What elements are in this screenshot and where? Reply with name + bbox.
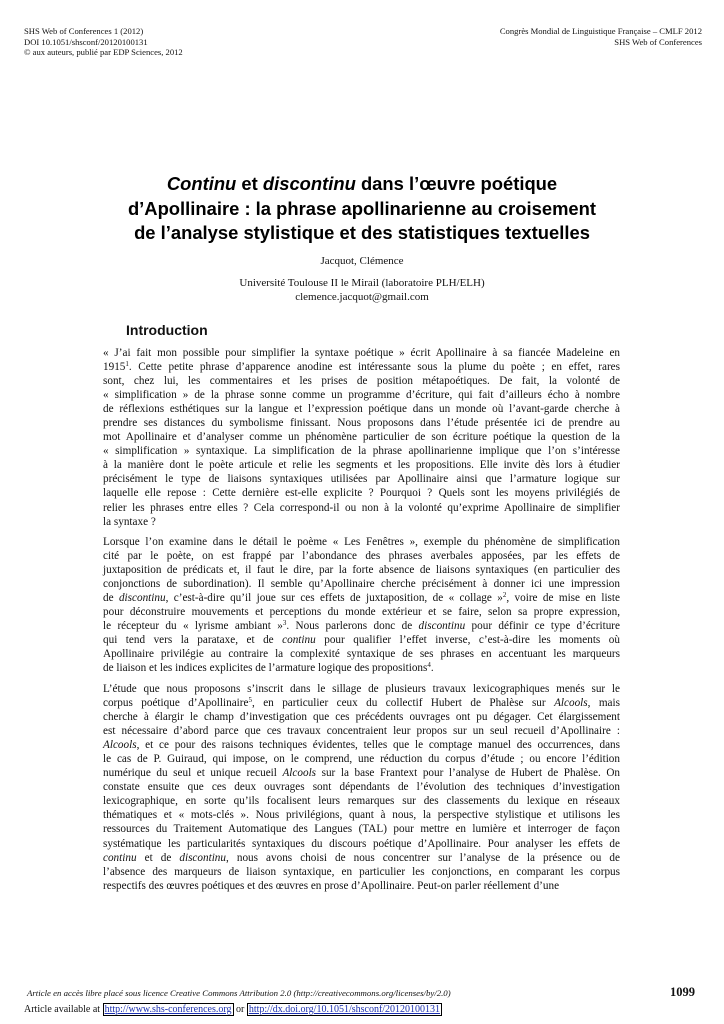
text-line: à la manière dont le poète articule et relie les segments et les propositions. Elle invite dès lors à étudier bbox=[103, 459, 620, 472]
text-line: la syntaxe ? bbox=[103, 515, 156, 528]
text-line: continu et de discontinu, nous avons choisi de nous concentrer sur l’analyse de la présence ou de bbox=[103, 851, 620, 864]
page-number: 1099 bbox=[670, 985, 695, 999]
text-line: relier les phrases entre elles ? Cela correspond-il ou non à la volonté qu’exprime Apollinaire de simplifier bbox=[103, 501, 620, 514]
text-line: « simplification » syntaxique. La simplification de la phrase apollinarienne implique que l’on s’intéresse bbox=[103, 445, 620, 458]
text-line: corpus poétique d’Apollinaire$^5$, en particulier ceux du collectif Hubert de Phalèse sur Alcools, mais bbox=[103, 696, 620, 710]
section-heading: Introduction bbox=[126, 322, 208, 338]
text-line: « J’ai fait mon possible pour simplifier la syntaxe poétique » écrit Apollinaire à sa fiancée Madeleine en bbox=[103, 347, 620, 359]
text-line: Apollinaire privilégie au contraire la complexité syntaxique de ses phrases en accentuant les marqueurs bbox=[103, 648, 620, 661]
paper-title bbox=[0, 172, 724, 246]
title-line-3: de l’analyse stylistique et des statistiques textuelles bbox=[134, 222, 590, 243]
text-line: de discontinu, c’est-à-dire qu’il joue sur ces effets de juxtaposition, de « collage »$^2$, voire de mise en liste bbox=[103, 591, 620, 605]
text-line: « simplification » de la phrase sonne comme un programme d’écriture, qui fait d’ailleurs écho à nombre bbox=[103, 389, 620, 402]
text-line: cité par le poète, on est frappé par l’abondance des phrases averbales apposées, par les effets de bbox=[103, 550, 620, 563]
doi-link[interactable]: http://dx.doi.org/10.1051/shsconf/20120100131 bbox=[248, 1004, 441, 1015]
availability-line: Article available at http://www.shs-conferences.org or http://dx.doi.org/10.1051/shsconf/20120100131 bbox=[24, 1004, 441, 1015]
shs-conferences-link[interactable]: http://www.shs-conferences.org bbox=[104, 1004, 232, 1015]
text-line: qui tend vers la parataxe, et de continu pour qualifier l’effet inverse, c’est-à-dire les moments où bbox=[103, 634, 620, 647]
author-name: Jacquot, Clémence bbox=[320, 255, 404, 267]
text-line: précisément le type de liaisons syntaxiques utilisées par Apollinaire ainsi que l’armature logique sur bbox=[103, 473, 620, 486]
text-line: conjonctions de subordination). Il semble qu’Apollinaire cherche précisément à donner ici une impression bbox=[103, 578, 620, 591]
doi-line: DOI 10.1051/shsconf/20120100131 bbox=[24, 36, 148, 47]
text-line: de liaison et les indices explicites de l’armature logique des propositions$^4$. bbox=[103, 661, 434, 675]
text-line: Lorsque l’on examine dans le détail le poème « Les Fenêtres », exemple du phénomène de simplification bbox=[103, 536, 620, 548]
conference-name: Congrès Mondial de Linguistique Française – CMLF 2012 bbox=[499, 26, 702, 36]
institution: Université Toulouse II le Mirail (laboratoire PLH/ELH) bbox=[239, 277, 485, 289]
journal-name: SHS Web of Conferences 1 (2012) bbox=[24, 26, 144, 36]
text-line: constate ensuite que ces deux ouvrages sont dépendants de l’évolution des techniques d’investigation bbox=[103, 781, 620, 794]
text-line: L’étude que nous proposons s’inscrit dans le sillage de plusieurs travaux lexicographiques menés sur le bbox=[103, 683, 620, 695]
copyright-line: © aux auteurs, publié par EDP Sciences, 2012 bbox=[24, 47, 183, 58]
affiliation bbox=[0, 276, 724, 304]
text-line: Alcools, et ce pour des raisons techniques évidentes, telles que le comptage manuel des occurrences, dans bbox=[103, 739, 620, 752]
text-line: l’absence des marqueurs de liaison syntaxique, en particulier les conjonctions, en comparant les corpus bbox=[103, 865, 620, 878]
header-right bbox=[500, 26, 702, 47]
text-line: lexicographique, en sorte qu’ils focalisent leurs remarques sur des classements du lexique en réseaux bbox=[103, 795, 620, 808]
license-notice: Article en accès libre placé sous licence Creative Commons Attribution 2.0 (http://creativecommons.org/licenses/by/2.0) bbox=[27, 988, 451, 998]
text-line: 1915$^1$. Cette petite phrase d’apparence anodine est intéressante sous la plume du poète ; en effet, rares bbox=[103, 360, 620, 374]
text-line: numérique du seul et unique recueil Alcools sur la base Frantext pour l’analyse de Hubert de Phalèse. On bbox=[103, 767, 620, 780]
title-line-1: Continu et discontinu dans l’œuvre poétique bbox=[166, 173, 558, 194]
title-italic-continu: Continu bbox=[166, 173, 237, 194]
title-italic-discontinu: discontinu bbox=[262, 173, 356, 194]
text-line: laquelle elle repose : Cette dernière est-elle explicite ? Pourquoi ? Quels sont les moyens privilégiés de bbox=[103, 487, 620, 500]
paragraph-1 bbox=[103, 346, 620, 529]
text-line: mot Apollinaire et d’analyser comme un phénomène particulier de son écriture poétique la question de la bbox=[103, 431, 620, 444]
text-line: le cas de P. Guiraud, qui impose, on le comprend, une réduction du corpus d’étude ; ou encore l’édition bbox=[103, 753, 620, 766]
text-line: cherche à élargir le champ d’investigation que ces précédents ouvrages ont pu dégager. Cet élargissement bbox=[103, 711, 620, 724]
text-line: pour déconstruire mouvements et perceptions du monde extérieur et se faire, selon sa propre expression, bbox=[103, 606, 620, 619]
text-line: de réflexions esthétiques sur la langue et l’expression poétique dans un monde où l’avant-garde cherche à bbox=[103, 403, 620, 416]
text-line: prendre ses distances du symbolisme finissant. Nous proposons dans l’étude présentée ici de prendre au bbox=[103, 417, 620, 430]
email: clemence.jacquot@gmail.com bbox=[295, 291, 429, 303]
text-line: systématique les particularités syntaxiques du discours poétique d’Apollinaire. Pour analyser les effets de bbox=[103, 837, 620, 850]
title-line-2: d’Apollinaire : la phrase apollinarienne au croisement bbox=[127, 197, 597, 219]
text-line: ressources du Traitement Automatique des Langues (TAL) pour mettre en lumière et interroger de façon bbox=[103, 823, 620, 836]
text-line: respectifs des œuvres poétiques et des œuvres en prose d’Apollinaire. Peut-on parler réellement d’une bbox=[103, 879, 560, 892]
text-line: thématiques et « mots-clés ». Nous privilégions, quant à nous, la perspective stylistique et utilisons les bbox=[103, 809, 620, 822]
text-line: le récepteur du « lyrisme ambiant »$^3$. Nous parlerons donc de discontinu pour définir ce type d’écriture bbox=[103, 619, 620, 633]
series-name: SHS Web of Conferences bbox=[614, 36, 702, 47]
text-line: juxtaposition de prédicats et, il faut le dire, par la forte absence de liaisons syntaxiques (en particulier des bbox=[103, 564, 620, 577]
paragraph-2 bbox=[103, 535, 620, 675]
header-left bbox=[24, 26, 183, 58]
text-line: sont, chez lui, les commentaires et les prises de position métapoétiques. De fait, la volonté de bbox=[103, 375, 620, 388]
paragraph-3 bbox=[103, 682, 620, 893]
text-line: est nécessaire d’abord parce que ces travaux concentraient leur propos sur un seul recueil d’Apollinaire : bbox=[103, 725, 620, 738]
